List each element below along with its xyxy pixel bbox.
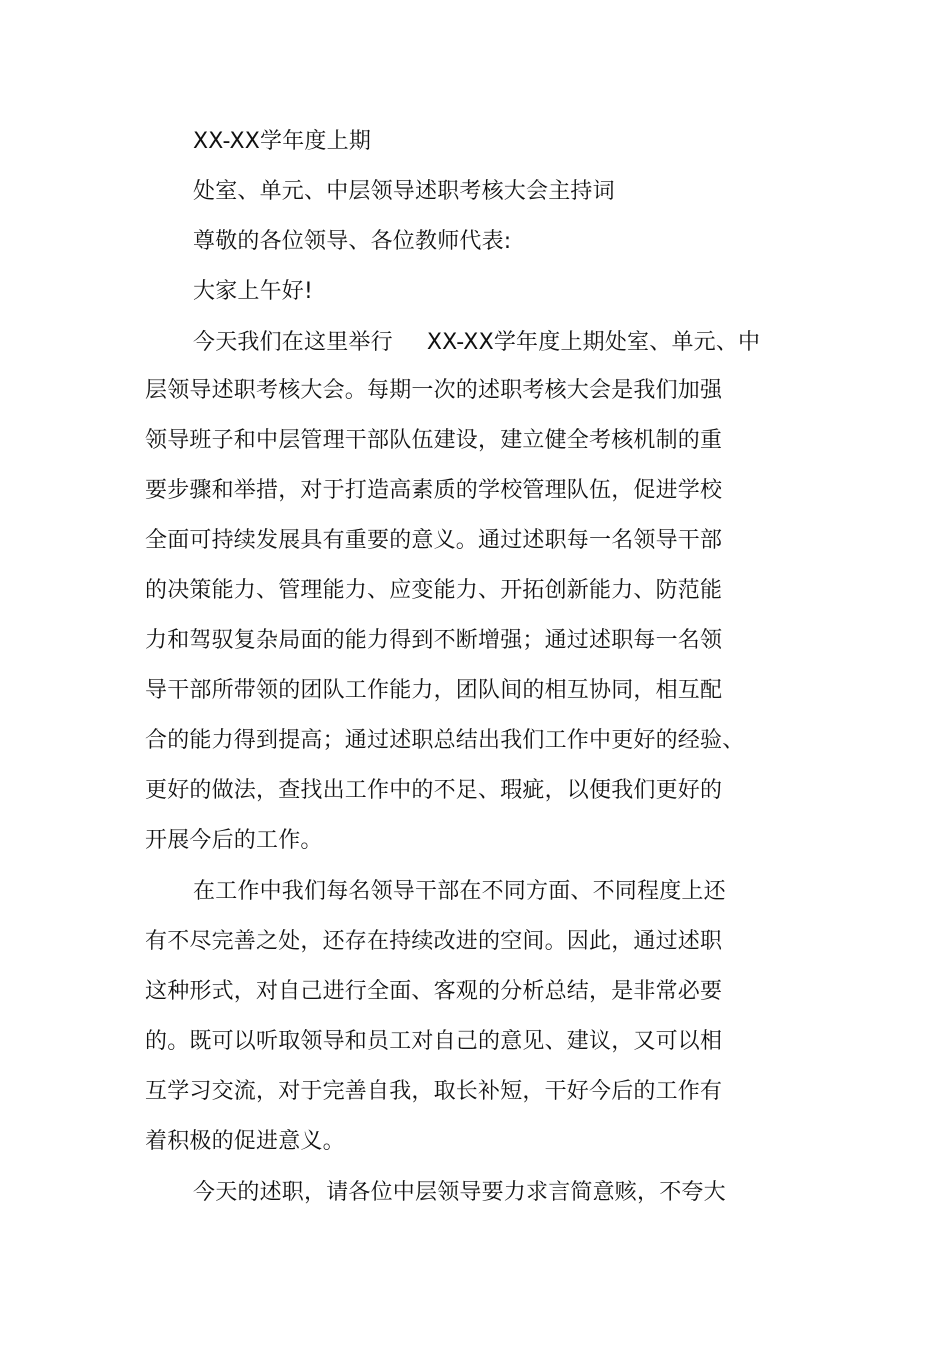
paragraph-3-first-line: 今天的述职，请各位中层领导要力求言简意赅，不夸大 xyxy=(193,1180,726,1205)
paragraph-1-line: 全面可持续发展具有重要的意义。通过述职每一名领导干部 xyxy=(145,528,723,553)
paragraph-1-first-line xyxy=(193,330,760,356)
paragraph-1-line: 领导班子和中层管理干部队伍建设，建立健全考核机制的重 xyxy=(145,428,723,453)
paragraph-1-line: 合的能力得到提高；通过述职总结出我们工作中更好的经验、 xyxy=(145,728,745,753)
paragraph-1-line: 的决策能力、管理能力、应变能力、开拓创新能力、防范能 xyxy=(145,578,723,603)
paragraph-1-line: 力和驾驭复杂局面的能力得到不断增强；通过述职每一名领 xyxy=(145,628,723,653)
paragraph-2-line: 的。既可以听取领导和员工对自己的意见、建议，又可以相 xyxy=(145,1029,723,1054)
paragraph-1-rest: XX-XX学年度上期处室、单元、中 xyxy=(426,330,761,355)
paragraph-2-line: 这种形式，对自己进行全面、客观的分析总结，是非常必要 xyxy=(145,979,723,1004)
paragraph-2-line: 有不尽完善之处，还存在持续改进的空间。因此，通过述职 xyxy=(145,929,723,954)
document-title: 处室、单元、中层领导述职考核大会主持词 xyxy=(193,179,615,204)
paragraph-1-line: 层领导述职考核大会。每期一次的述职考核大会是我们加强 xyxy=(145,378,723,403)
paragraph-1-line: 开展今后的工作。 xyxy=(145,828,323,853)
paragraph-1-line: 更好的做法，查找出工作中的不足、瑕疵，以便我们更好的 xyxy=(145,778,723,803)
salutation: 尊敬的各位领导、各位教师代表: xyxy=(193,229,512,254)
term-heading: XX-XX学年度上期 xyxy=(193,129,372,154)
paragraph-1-lead: 今天我们在这里举行 xyxy=(193,330,393,355)
paragraph-2-line: 着积极的促进意义。 xyxy=(145,1129,345,1154)
paragraph-2-line: 互学习交流，对于完善自我，取长补短，干好今后的工作有 xyxy=(145,1079,723,1104)
paragraph-1-line: 导干部所带领的团队工作能力，团队间的相互协同，相互配 xyxy=(145,678,723,703)
paragraph-1-line: 要步骤和举措，对于打造高素质的学校管理队伍，促进学校 xyxy=(145,478,723,503)
paragraph-2-first-line: 在工作中我们每名领导干部在不同方面、不同程度上还 xyxy=(193,879,726,904)
greeting: 大家上午好! xyxy=(193,279,314,304)
